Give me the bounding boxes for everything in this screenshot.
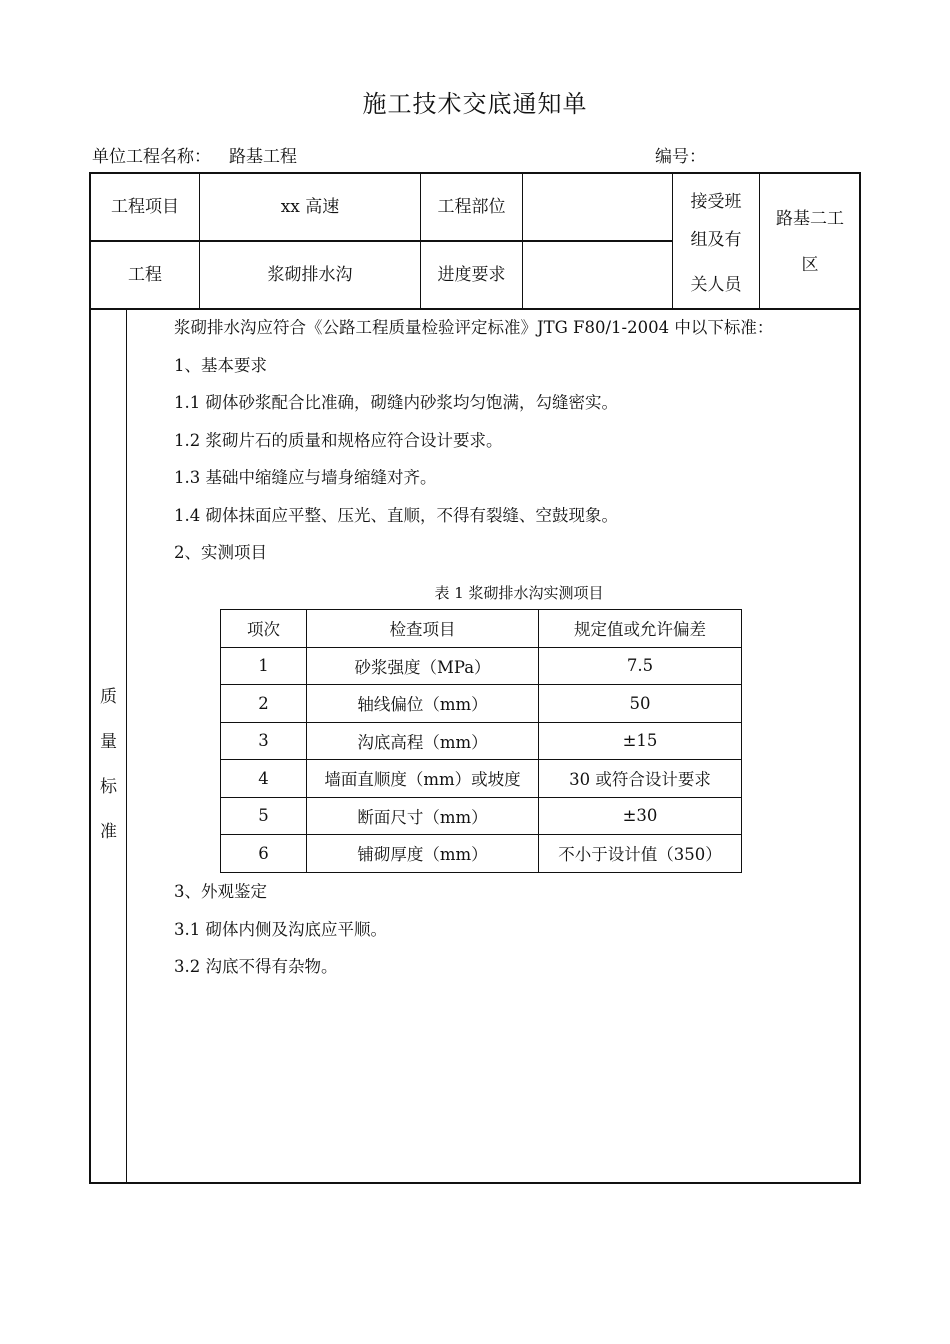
- table-cell: 沟底高程（mm）: [307, 722, 539, 760]
- table-cell: 7.5: [539, 647, 742, 685]
- table-cell: 4: [221, 760, 307, 798]
- receiver-value-line: 区: [801, 255, 819, 275]
- table-header-row: [221, 610, 742, 648]
- receiver-value-line: 路基二工: [776, 209, 844, 229]
- intro-paragraph: 浆砌排水沟应符合《公路工程质量检验评定标准》JTG F80/1-2004 中以下标准：: [174, 318, 774, 337]
- table-caption: 表 1 浆砌排水沟实测项目: [434, 583, 604, 602]
- appearance-content: [174, 878, 854, 991]
- table-cell: ±30: [539, 797, 742, 835]
- section-heading-1: 1、基本要求: [174, 355, 267, 375]
- location-label: 工程部位: [437, 196, 506, 217]
- table-cell: 铺砌厚度（mm）: [307, 835, 539, 873]
- section-label-char: 标: [100, 777, 117, 797]
- unit-project: [92, 142, 297, 167]
- quality-standard-content: [174, 314, 854, 609]
- receiver-label-line: 关人员: [690, 275, 742, 295]
- table-cell: 50: [539, 685, 742, 723]
- table-cell: 2: [221, 685, 307, 723]
- receiver-label-line: 组及有: [690, 230, 742, 250]
- work-label: 工程: [128, 264, 162, 285]
- section-label-char: 质: [100, 687, 117, 707]
- table-row: [221, 760, 742, 798]
- appearance-3-2: 3.2 沟底不得有杂物。: [174, 957, 338, 976]
- section-heading-3: 3、外观鉴定: [174, 882, 267, 901]
- appearance-3-1: 3.1 砌体内侧及沟底应平顺。: [174, 919, 387, 939]
- table-row: [221, 722, 742, 760]
- requirement-1-3: 1.3 基础中缩缝应与墙身缩缝对齐。: [174, 468, 437, 487]
- receiver-label: [673, 176, 759, 308]
- receiver-label-line: 接受班: [690, 192, 742, 212]
- progress-label: 进度要求: [437, 264, 506, 285]
- table-cell: ±15: [539, 722, 742, 760]
- document-title: 施工技术交底通知单: [362, 90, 588, 118]
- table-cell: 6: [221, 835, 307, 873]
- section-heading-2: 2、实测项目: [174, 543, 267, 562]
- requirement-1-1: 1.1 砌体砂浆配合比准确，砌缝内砂浆均匀饱满，勾缝密实。: [174, 393, 618, 412]
- location-value: [523, 174, 672, 240]
- row-divider-2: [89, 308, 861, 310]
- table-row: [221, 835, 742, 873]
- progress-value: [523, 242, 672, 308]
- project-item-value: xx 高速: [280, 197, 340, 217]
- number-label: 编号：: [655, 147, 706, 167]
- unit-value: 路基工程: [229, 147, 297, 167]
- section-label-char: 量: [100, 732, 117, 752]
- section-divider: [126, 308, 127, 1184]
- table-cell: 30 或符合设计要求: [539, 760, 742, 798]
- table-row: [221, 647, 742, 685]
- unit-label: 单位工程名称：: [92, 147, 211, 167]
- table-cell: 砂浆强度（MPa）: [307, 647, 539, 685]
- table-cell: 1: [221, 647, 307, 685]
- table-cell: 5: [221, 797, 307, 835]
- work-value: 浆砌排水沟: [267, 264, 353, 285]
- requirement-1-2: 1.2 浆砌片石的质量和规格应符合设计要求。: [174, 430, 503, 450]
- table-cell: 断面尺寸（mm）: [307, 797, 539, 835]
- table-header-cell: 项次: [221, 610, 307, 648]
- quality-standard-label: [92, 675, 125, 855]
- table-row: [221, 797, 742, 835]
- section-label-char: 准: [100, 822, 117, 842]
- table-row: [221, 685, 742, 723]
- table-cell: 不小于设计值（350）: [539, 835, 742, 873]
- table-cell: 3: [221, 722, 307, 760]
- project-item-label: 工程项目: [111, 196, 179, 217]
- document-number: [655, 142, 706, 167]
- table-header-cell: 检查项目: [307, 610, 539, 648]
- receiver-value: [760, 176, 860, 308]
- requirement-1-4: 1.4 砌体抹面应平整、压光、直顺，不得有裂缝、空鼓现象。: [174, 505, 618, 525]
- inspection-table: [220, 609, 742, 873]
- table-header-cell: 规定值或允许偏差: [539, 610, 742, 648]
- table-cell: 轴线偏位（mm）: [307, 685, 539, 723]
- table-cell: 墙面直顺度（mm）或坡度: [307, 760, 539, 798]
